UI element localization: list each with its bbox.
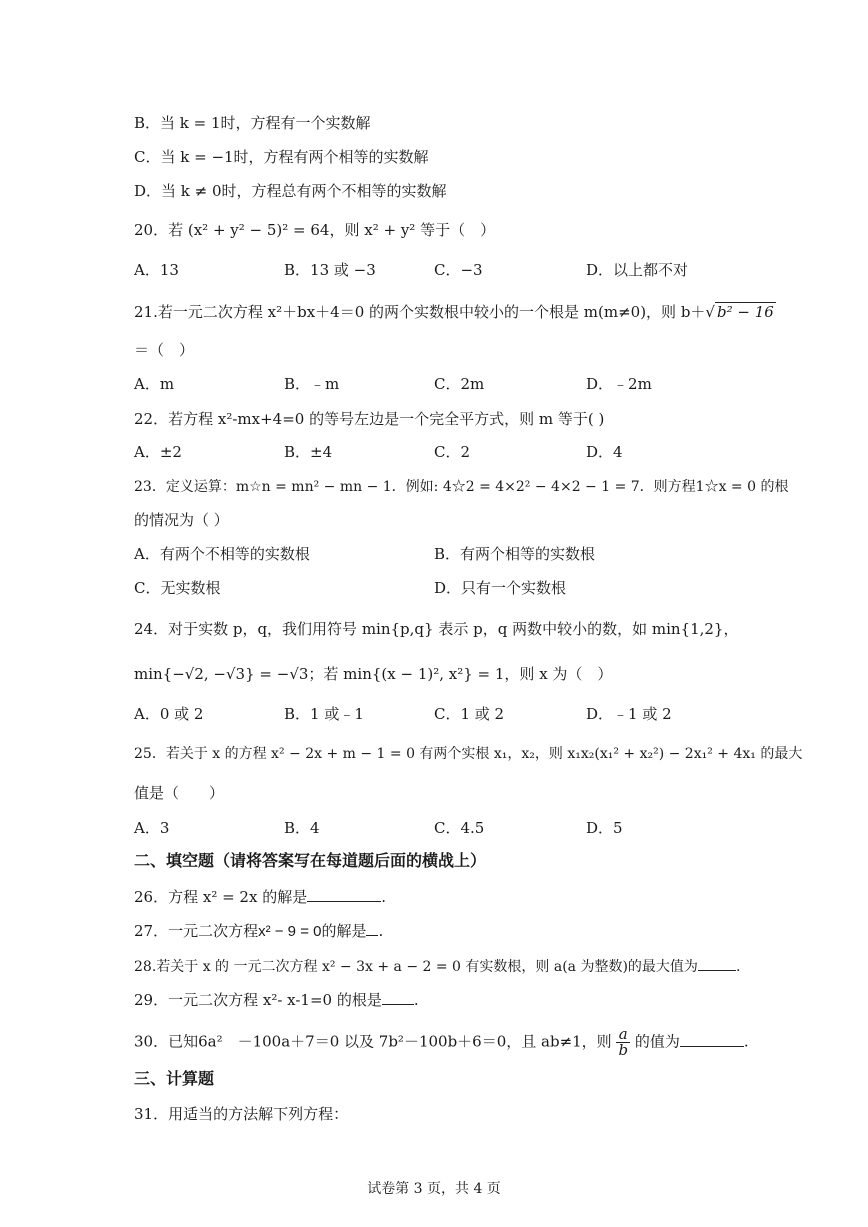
q21-stem-a: 21.若一元二次方程 x²＋bx＋4＝0 的两个实数根中较小的一个根是 m(m≠0)，则 b＋ <box>134 303 706 321</box>
q20-option-b: B．13 或 −3 <box>284 261 376 279</box>
q25-option-c: C．4.5 <box>434 819 485 837</box>
section-fill-in-heading: 二、填空题（请将答案写在每道题后面的横战上） <box>134 851 487 870</box>
q23-option-d: D．只有一个实数根 <box>434 579 567 597</box>
q30-fraction <box>616 1027 630 1058</box>
q26-end: . <box>381 888 386 906</box>
q28 <box>134 956 740 977</box>
q22-option-d: D．4 <box>586 443 623 461</box>
q26-text: 26．方程 x² = 2x 的解是 <box>134 888 308 906</box>
q25-option-b: B．4 <box>284 819 320 837</box>
q23-stem-line1: 23．定义运算：m☆n = mn² − mn − 1．例如: 4☆2 = 4×2² − 4×2 − 1 = 7．则方程1☆x = 0 的根 <box>134 479 789 495</box>
q24-option-b: B．1 或﹣1 <box>284 705 364 723</box>
q23-option-a: A．有两个不相等的实数根 <box>134 545 310 563</box>
q21-option-c: C．2m <box>434 375 485 393</box>
q21-stem-line1 <box>134 302 776 322</box>
q27-equation: x² − 9 = 0 <box>258 923 322 940</box>
q29-answer-blank[interactable] <box>382 990 414 1005</box>
q21-option-b: B．﹣m <box>284 375 340 393</box>
q20-option-c: C．−3 <box>434 261 483 279</box>
q30-text: 30．已知6a² －100a＋7＝0 以及 7b²－100b＋6＝0，且 ab≠1，则 <box>134 1032 612 1051</box>
q29-end: . <box>413 991 419 1009</box>
q25-stem-line1: 25．若关于 x 的方程 x² − 2x + m − 1 = 0 有两个实根 x₁，x₂，则 x₁x₂(x₁² + x₂²) − 2x₁² + 4x₁ 的最大 <box>134 746 803 762</box>
q27-text: 27．一元二次方程 <box>134 922 259 940</box>
q20-option-a: A．13 <box>134 261 179 279</box>
q28-text: 28.若关于 x 的 一元二次方程 x² − 3x + a − 2 = 0 有实数根，则 a(a 为整数)的最大值为 <box>134 959 698 975</box>
q24-stem-line1: 24．对于实数 p，q，我们用符号 min{p,q} 表示 p，q 两数中较小的数，如 min{1,2}， <box>134 620 739 638</box>
q29 <box>134 990 419 1010</box>
q26-answer-blank[interactable] <box>307 887 381 902</box>
q21-option-d: D．﹣2m <box>586 375 652 393</box>
q25-option-a: A．3 <box>134 819 170 837</box>
q19-option-b: B．当 k = 1时，方程有一个实数解 <box>134 114 371 132</box>
section-calculation-heading: 三、计算题 <box>134 1069 215 1088</box>
q28-end: . <box>735 959 741 975</box>
q27 <box>134 921 383 942</box>
q30-fraction-denominator: b <box>618 1041 629 1059</box>
page-footer: 试卷第 3 页，共 4 页 <box>367 1181 501 1197</box>
q27-text-b: 的解是 <box>321 922 367 940</box>
q27-answer-blank[interactable] <box>366 921 378 936</box>
q30-answer-blank[interactable] <box>680 1032 744 1047</box>
q25-option-d: D．5 <box>586 819 623 837</box>
q30-text-b: 的值为 <box>634 1032 680 1051</box>
q22-stem: 22．若方程 x²-mx+4=0 的等号左边是一个完全平方式，则 m 等于( ) <box>134 410 605 428</box>
q23-option-c: C．无实数根 <box>134 579 221 597</box>
q25-stem-line2: 值是（ ） <box>134 784 225 802</box>
q24-option-c: C．1 或 2 <box>434 705 505 723</box>
q23-stem-line2: 的情况为（ ） <box>134 511 229 529</box>
q26 <box>134 887 386 907</box>
q27-end: . <box>378 922 384 940</box>
q24-option-d: D．﹣1 或 2 <box>586 705 672 723</box>
q30-end: . <box>743 1032 749 1051</box>
q20-stem: 20．若 (x² + y² − 5)² = 64，则 x² + y² 等于（ ） <box>134 221 496 239</box>
q22-option-c: C．2 <box>434 443 471 461</box>
q21-sqrt-body: b² − 16 <box>716 303 774 321</box>
q30 <box>134 1027 749 1058</box>
q19-option-d: D．当 k ≠ 0时，方程总有两个不相等的实数解 <box>134 182 447 200</box>
q21-option-a: A．m <box>134 375 175 393</box>
q24-option-a: A．0 或 2 <box>134 705 204 723</box>
q22-option-a: A．±2 <box>134 443 182 461</box>
q31-stem: 31．用适当的方法解下列方程： <box>134 1105 349 1123</box>
q20-option-d: D．以上都不对 <box>586 261 689 279</box>
q21-stem-line2: ＝（ ） <box>134 341 195 359</box>
q23-option-b: B．有两个相等的实数根 <box>434 545 596 563</box>
q22-option-b: B．±4 <box>284 443 333 461</box>
sqrt-symbol: √ <box>705 303 715 321</box>
q30-fraction-numerator: a <box>616 1027 630 1043</box>
q29-text: 29．一元二次方程 x²- x-1=0 的根是 <box>134 991 382 1009</box>
q19-option-c: C．当 k = −1时，方程有两个相等的实数解 <box>134 148 429 166</box>
q28-answer-blank[interactable] <box>698 956 736 971</box>
q24-stem-line2: min{−√2, −√3} = −√3；若 min{(x − 1)², x²} = 1，则 x 为（ ） <box>134 665 613 683</box>
